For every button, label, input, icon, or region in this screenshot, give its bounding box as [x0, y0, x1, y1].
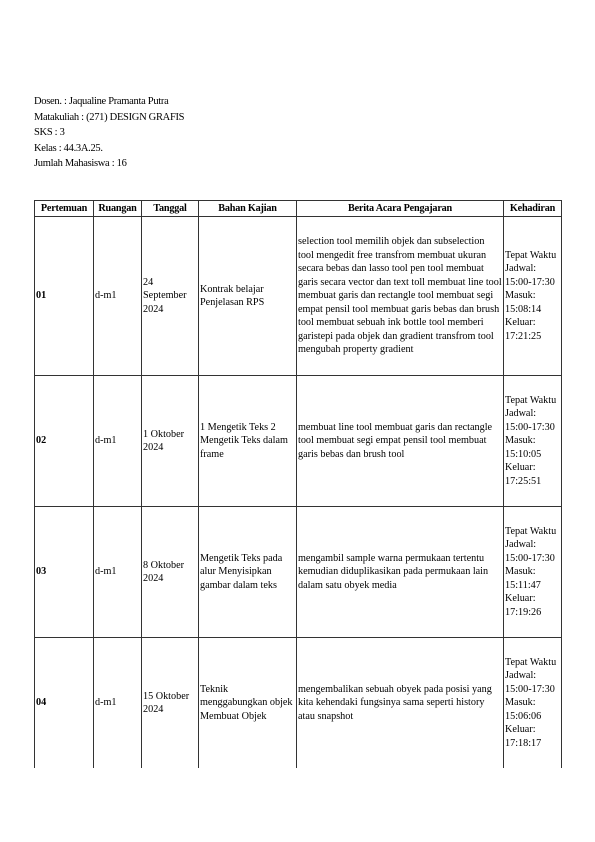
kehadiran-cell: Tepat Waktu Jadwal: 15:00-17:30 Masuk: 15:06:06 Keluar: 17:18:17 — [504, 638, 562, 769]
bahan-kajian-cell: Teknik menggabungkan objek Membuat Objek — [199, 638, 297, 769]
ruangan-cell: d-m1 — [94, 507, 142, 638]
ruangan-cell: d-m1 — [94, 217, 142, 376]
jumlah-mahasiswa-line: Jumlah Mahasiswa : 16 — [34, 158, 127, 169]
table-row — [35, 217, 562, 376]
bahan-kajian-cell: Mengetik Teks pada alur Menyisipkan gambar dalam teks — [199, 507, 297, 638]
table-row — [35, 638, 562, 769]
bahan-kajian-cell: 1 Mengetik Teks 2 Mengetik Teks dalam frame — [199, 376, 297, 507]
table-header-row — [35, 201, 562, 217]
col-header-ruangan: Ruangan — [94, 201, 142, 217]
tanggal-cell: 24 September 2024 — [142, 217, 199, 376]
dosen-line: Dosen. : Jaqualine Pramanta Putra — [34, 96, 169, 107]
pertemuan-cell: 01 — [35, 217, 94, 376]
kehadiran-cell: Tepat Waktu Jadwal: 15:00-17:30 Masuk: 15:11:47 Keluar: 17:19:26 — [504, 507, 562, 638]
table-row — [35, 376, 562, 507]
pertemuan-cell: 04 — [35, 638, 94, 769]
course-info — [34, 94, 184, 172]
kelas-line: Kelas : 44.3A.25. — [34, 142, 103, 154]
matakuliah-line: Matakuliah : (271) DESIGN GRAFIS — [34, 111, 185, 123]
bahan-kajian-cell: Kontrak belajar Penjelasan RPS — [199, 217, 297, 376]
table-row — [35, 507, 562, 638]
pertemuan-cell: 03 — [35, 507, 94, 638]
col-header-bahan-kajian: Bahan Kajian — [199, 201, 297, 217]
col-header-pertemuan: Pertemuan — [35, 201, 94, 217]
berita-acara-cell: mengembalikan sebuah obyek pada posisi yang kita kehendaki fungsinya sama seperti history atau snapshot — [297, 638, 504, 769]
ruangan-cell: d-m1 — [94, 376, 142, 507]
tanggal-cell: 15 Oktober 2024 — [142, 638, 199, 769]
col-header-tanggal: Tanggal — [142, 201, 199, 217]
sks-line: SKS : 3 — [34, 127, 65, 138]
kehadiran-cell: Tepat Waktu Jadwal: 15:00-17:30 Masuk: 15:08:14 Keluar: 17:21:25 — [504, 217, 562, 376]
kehadiran-cell: Tepat Waktu Jadwal: 15:00-17:30 Masuk: 15:10:05 Keluar: 17:25:51 — [504, 376, 562, 507]
berita-acara-cell: membuat line tool membuat garis dan rectangle tool membuat segi empat pensil tool membuat garis bebas dan brush tool — [297, 376, 504, 507]
pertemuan-cell: 02 — [35, 376, 94, 507]
berita-acara-cell: mengambil sample warna permukaan tertentu kemudian diduplikasikan pada permukaan lain dalam satu obyek media — [297, 507, 504, 638]
ruangan-cell: d-m1 — [94, 638, 142, 769]
attendance-table — [34, 200, 562, 768]
tanggal-cell: 1 Oktober 2024 — [142, 376, 199, 507]
berita-acara-cell: selection tool memilih objek dan subselection tool mengedit free transfrom membuat ukuran secara bebas dan lasso tool pen tool membuat garis secara vector dan text toll membuat line tool membuat garis dan rectangle tool membuat segi empat pensil tool membuat garis bebas dan brush tool membuat sebuah ink bottle tool memberi garistepi pada objek dan gradient transfrom tool mengubah property gradient — [297, 217, 504, 376]
tanggal-cell: 8 Oktober 2024 — [142, 507, 199, 638]
col-header-berita-acara: Berita Acara Pengajaran — [297, 201, 504, 217]
col-header-kehadiran: Kehadiran — [504, 201, 562, 217]
